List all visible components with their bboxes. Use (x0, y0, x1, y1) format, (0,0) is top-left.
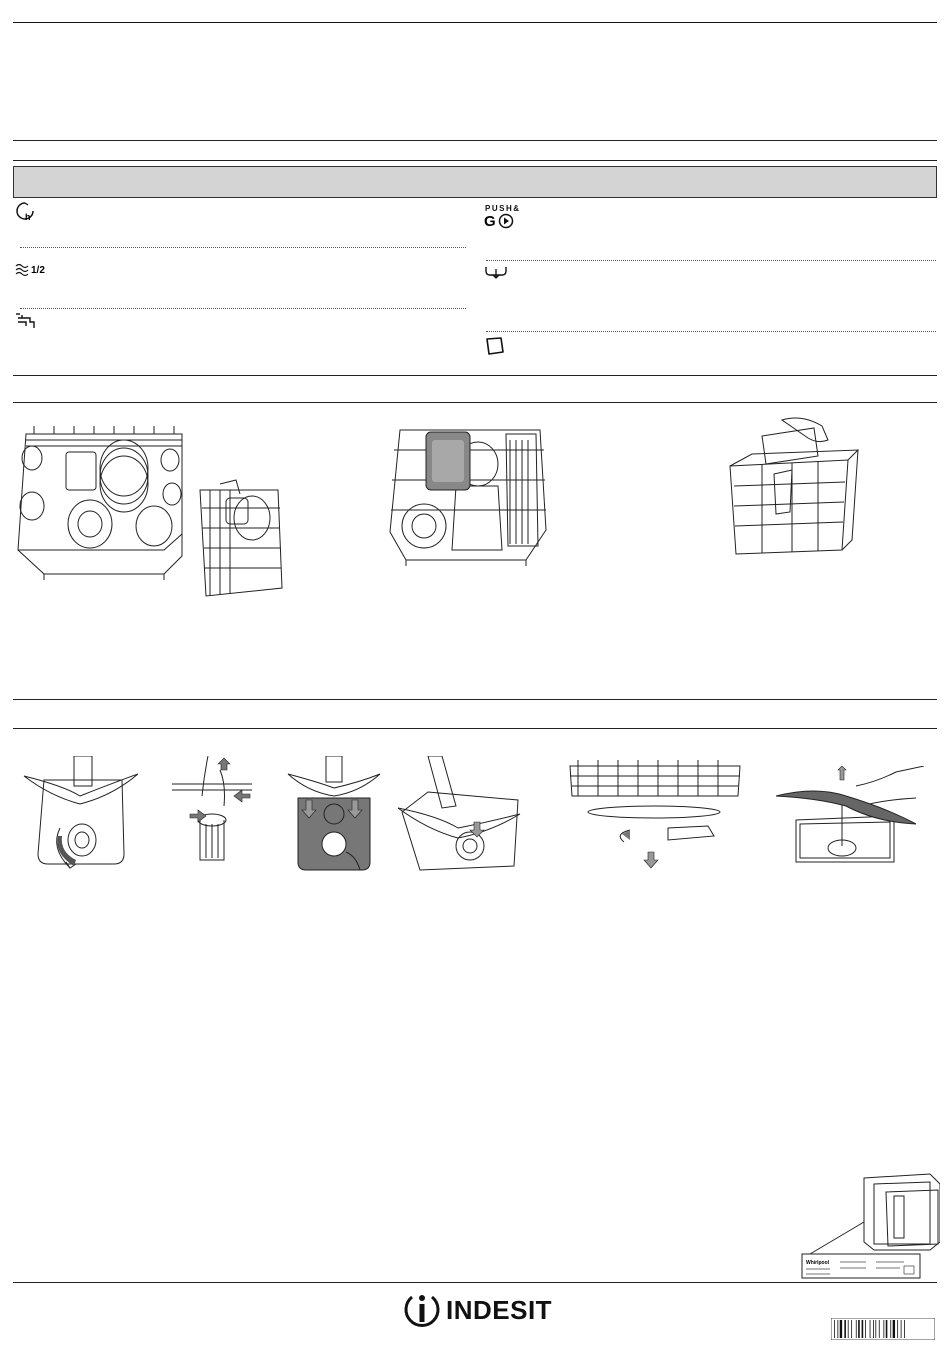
filter-insert-illustration (398, 756, 522, 876)
rating-plate-illustration (800, 1172, 940, 1280)
section-rule-2 (13, 160, 937, 161)
barcode-bar (904, 1320, 905, 1338)
drain-icon (484, 264, 510, 280)
lower-arm-clean-illustration (286, 756, 382, 874)
barcode-bar (883, 1320, 884, 1338)
barcode-bar (879, 1320, 880, 1338)
barcode-bar (851, 1320, 852, 1338)
tablet-icon (484, 335, 506, 357)
divider-dots (20, 247, 466, 248)
barcode-bar (890, 1320, 891, 1338)
footer-rule (13, 1282, 937, 1283)
barcode-bar (897, 1320, 898, 1338)
svg-text:Whirlpool: Whirlpool (806, 1260, 830, 1266)
spray-arm-removal-illustration (22, 756, 138, 876)
barcode-bar (865, 1320, 866, 1338)
section-rule-5 (13, 699, 937, 700)
svg-text:h: h (25, 212, 31, 222)
indesit-logo (402, 1289, 552, 1329)
push-go-icon (484, 212, 518, 230)
divider-dots (486, 331, 936, 332)
barcode-bar (901, 1320, 902, 1338)
barcode-bar (844, 1320, 846, 1338)
indesit-logo-mark (402, 1289, 442, 1329)
barcode-bar (893, 1320, 895, 1338)
barcode-bar (837, 1320, 838, 1338)
upper-arm-reinsert-illustration (776, 766, 924, 866)
top-rule (13, 22, 937, 23)
upper-arm-removal-illustration (568, 756, 742, 876)
divider-dots (20, 308, 466, 309)
barcode-bar (858, 1320, 860, 1338)
barcode-bar (870, 1320, 871, 1338)
section-rule-6 (13, 728, 937, 729)
barcode-bar (875, 1320, 876, 1338)
brand-name: INDESIT (446, 1295, 553, 1325)
push-go-top-label: PUSH& (485, 204, 521, 213)
barcode-bar (856, 1320, 857, 1338)
options-header-bar (13, 166, 937, 198)
svg-text:G: G (484, 213, 496, 230)
barcode-bar (862, 1320, 864, 1338)
delay-start-icon (14, 200, 38, 224)
barcode-bar (834, 1320, 835, 1338)
tap-water-icon (14, 312, 40, 334)
section-rule-3 (13, 375, 937, 376)
barcode-bar (886, 1320, 888, 1338)
lower-rack-illustration (14, 416, 190, 582)
divider-dots (486, 260, 936, 261)
barcode-bar (848, 1320, 849, 1338)
rack-side-illustration (196, 478, 288, 602)
barcode (831, 1318, 935, 1340)
half-load-icon (14, 260, 54, 280)
barcode-bar (840, 1320, 842, 1338)
filter-removal-illustration (172, 756, 252, 866)
section-rule-4 (13, 402, 937, 403)
upper-rack-illustration (386, 420, 550, 570)
barcode-bar (873, 1320, 874, 1338)
cutlery-basket-illustration (722, 416, 862, 566)
section-rule-1 (13, 140, 937, 141)
svg-text:1/2: 1/2 (31, 265, 45, 276)
